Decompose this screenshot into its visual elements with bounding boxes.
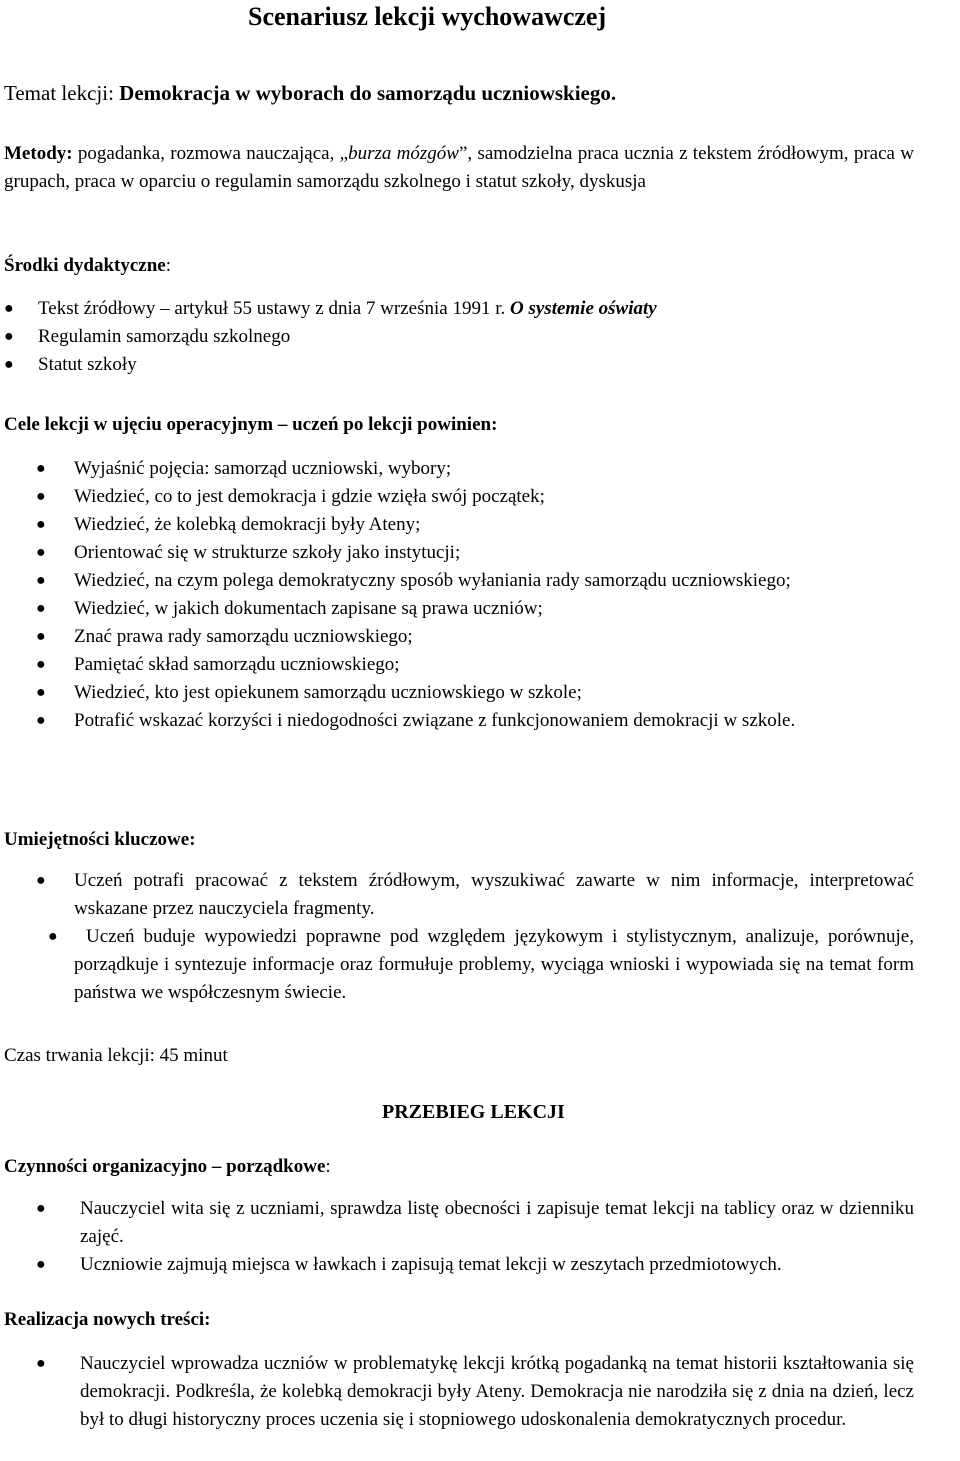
czas-trwania: Czas trwania lekcji: 45 minut: [4, 1045, 228, 1066]
bullet-icon: ●: [4, 356, 14, 373]
bullet-icon: ●: [36, 544, 46, 561]
bullet-icon: ●: [36, 684, 46, 701]
realizacja-list: [4, 1350, 914, 1434]
cele-item-text: Wyjaśnić pojęcia: samorząd uczniowski, wybory;: [74, 458, 452, 479]
przebieg-heading: PRZEBIEG LEKCJI: [382, 1101, 565, 1123]
umiejetnosci-item-text: Uczeń buduje wypowiedzi poprawne pod względem językowym i stylistycznym, analizuje, porównuje, porządkuje i syntezuje informacje oraz formułuje problemy, wyciąga wnioski i wypowiada się na temat form państwa we współczesnym świecie.: [74, 926, 914, 1003]
umiejetnosci-list: [4, 867, 914, 1007]
bullet-icon: ●: [36, 572, 46, 589]
bullet-icon: ●: [36, 872, 46, 889]
czynnosci-colon: :: [325, 1156, 331, 1177]
methods-italic: burza mózgów: [348, 143, 459, 164]
list-item: [4, 455, 914, 483]
srodki-colon: :: [165, 255, 171, 276]
srodki-item-text: Regulamin samorządu szkolnego: [38, 326, 291, 347]
bullet-icon: ●: [36, 628, 46, 645]
bullet-icon: ●: [36, 600, 46, 617]
list-item: [4, 1195, 914, 1251]
bullet-icon: ●: [36, 712, 46, 729]
srodki-list-block: [4, 295, 657, 379]
realizacja-list-block: [4, 1350, 914, 1434]
bullet-icon: ●: [48, 928, 58, 945]
bullet-icon: ●: [36, 656, 46, 673]
czynnosci-list-block: [4, 1195, 960, 1279]
srodki-heading: [4, 252, 171, 280]
cele-item-text: Pamiętać skład samorządu uczniowskiego;: [74, 654, 400, 675]
list-item: [4, 623, 914, 651]
cele-list-block: [4, 455, 914, 735]
methods-paragraph: [4, 140, 914, 196]
list-item: [4, 679, 914, 707]
methods-label: Metody:: [4, 143, 73, 164]
list-item: [4, 539, 914, 567]
topic-value: Demokracja w wyborach do samorządu uczniowskiego.: [119, 81, 617, 105]
list-item: [4, 651, 914, 679]
list-item: [4, 707, 914, 735]
list-item: [4, 351, 657, 379]
topic-label: Temat lekcji:: [4, 81, 114, 105]
czynnosci-item-text: Nauczyciel wita się z uczniami, sprawdza listę obecności i zapisuje temat lekcji na tablicy oraz w dzienniku zajęć.: [80, 1198, 914, 1247]
bullet-icon: ●: [36, 488, 46, 505]
list-item: [4, 295, 657, 323]
cele-item-text: Orientować się w strukturze szkoły jako instytucji;: [74, 542, 461, 563]
cele-heading: Cele lekcji w ujęciu operacyjnym – uczeń po lekcji powinien:: [4, 414, 498, 435]
methods-text-after: ”, samodzielna praca ucznia z tekstem źródłowym, praca w grupach, praca w oparciu o regulamin samorządu szkolnego i statut szkoły, dyskusja: [4, 143, 914, 192]
umiejetnosci-list-block: [4, 867, 914, 1007]
list-item: [4, 595, 914, 623]
czynnosci-item-text: Uczniowie zajmują miejsca w ławkach i zapisują temat lekcji w zeszytach przedmiotowych.: [80, 1254, 782, 1275]
cele-item-text: Wiedzieć, że kolebką demokracji były Ateny;: [74, 514, 421, 535]
bullet-icon: ●: [36, 1200, 46, 1217]
page-title: Scenariusz lekcji wychowawczej: [248, 2, 607, 31]
bullet-icon: ●: [36, 1355, 46, 1372]
bullet-icon: ●: [4, 300, 14, 317]
list-item: [4, 867, 914, 923]
list-item: [4, 923, 914, 1007]
cele-item-text: Wiedzieć, kto jest opiekunem samorządu uczniowskiego w szkole;: [74, 682, 582, 703]
czynnosci-heading: [4, 1153, 331, 1181]
list-item: [4, 1350, 914, 1434]
cele-item-text: Wiedzieć, w jakich dokumentach zapisane są prawa uczniów;: [74, 598, 543, 619]
srodki-item-italic: O systemie oświaty: [510, 298, 657, 319]
czynnosci-label: Czynności organizacyjno – porządkowe: [4, 1156, 326, 1177]
umiejetnosci-heading: Umiejętności kluczowe:: [4, 829, 196, 850]
realizacja-heading: Realizacja nowych treści:: [4, 1309, 211, 1330]
list-item: [4, 567, 914, 595]
bullet-icon: ●: [36, 460, 46, 477]
bullet-icon: ●: [4, 328, 14, 345]
realizacja-item-text: Nauczyciel wprowadza uczniów w problematykę lekcji krótką pogadanką na temat historii kształtowania się demokracji. Podkreśla, że kolebką demokracji były Ateny. Demokracja nie narodziła się z dnia na dzień, lecz był to długi historyczny proces uczenia się i stopniowego udoskonalenia demokratycznych procedur.: [80, 1353, 914, 1430]
czynnosci-list: [4, 1195, 960, 1279]
umiejetnosci-item-text: Uczeń potrafi pracować z tekstem źródłowym, wyszukiwać zawarte w nim informacje, interpretować wskazane przez nauczyciela fragmenty.: [74, 870, 914, 919]
list-item: [4, 511, 914, 539]
srodki-list: [4, 295, 657, 379]
list-item: [4, 483, 914, 511]
topic-line: [4, 78, 616, 108]
bullet-icon: ●: [36, 1256, 46, 1273]
srodki-item-text: Tekst źródłowy – artykuł 55 ustawy z dnia 7 września 1991 r.: [38, 298, 510, 319]
methods-text-before: pogadanka, rozmowa nauczająca, „: [77, 143, 349, 164]
list-item: [4, 1251, 960, 1279]
cele-list: [4, 455, 914, 735]
list-item: [4, 323, 657, 351]
srodki-label: Środki dydaktyczne: [4, 255, 166, 276]
bullet-icon: ●: [36, 516, 46, 533]
cele-item-text: Znać prawa rady samorządu uczniowskiego;: [74, 626, 413, 647]
cele-item-text: Wiedzieć, na czym polega demokratyczny sposób wyłaniania rady samorządu uczniowskiego;: [74, 570, 791, 591]
srodki-item-text: Statut szkoły: [38, 354, 137, 375]
cele-item-text: Potrafić wskazać korzyści i niedogodności związane z funkcjonowaniem demokracji w szkole.: [74, 710, 796, 731]
cele-item-text: Wiedzieć, co to jest demokracja i gdzie wzięła swój początek;: [74, 486, 545, 507]
